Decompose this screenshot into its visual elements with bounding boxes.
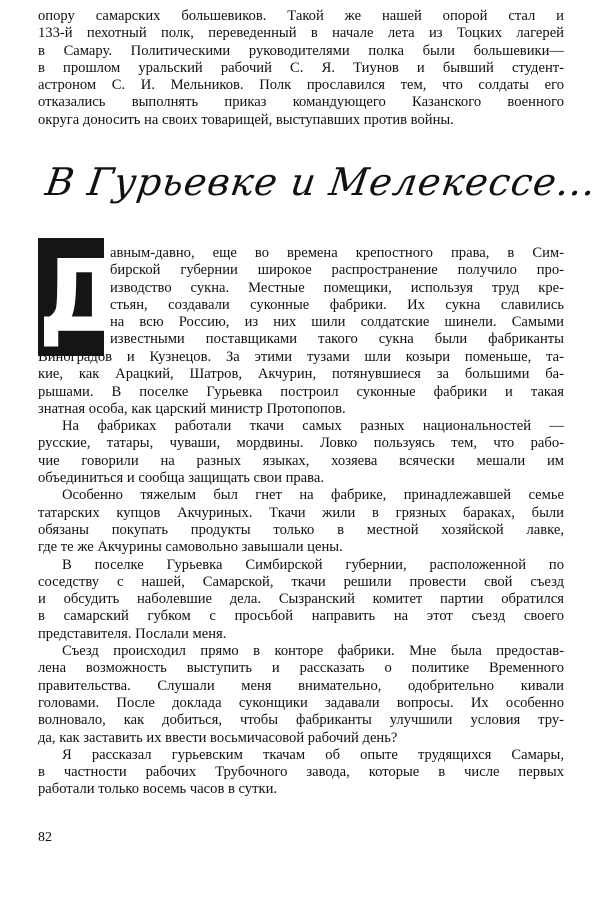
text-line: авным-давно, еще во времена крепостного права, в Сим- [110,245,564,261]
text-line: Съезд происходил прямо в конторе фабрики. Мне была предостав- [62,643,564,660]
top-paragraph [38,8,564,129]
text-line: и обсудить наболевшие дела. Сызранский комитет партии обратился [38,591,564,608]
body-text [38,349,564,799]
drop-cap-lines [110,245,564,349]
text-line: где те же Акчурины самовольно завышали цены. [38,539,343,556]
text-line: кие, как Арацкий, Шатров, Акчурин, потянувшиеся за большими ба- [38,366,564,383]
text-line: правительства. Слушали меня внимательно, одобрительно кивали [38,677,564,694]
text-line: в прошлом уральский рабочий С. Я. Тиунов и бывший студент- [38,59,564,76]
text-line: На фабриках работали ткачи самых разных национальностей — [62,418,564,435]
text-line: в Самару. Политическими руководителями полка были большевики— [38,42,564,59]
text-line: представителя. Послали меня. [38,625,227,642]
text-line: бирской губернии широкое распространение получило про- [110,262,564,279]
drop-cap: Д [38,238,128,355]
text-line: опору самарских большевиков. Такой же нашей опорой стал и [38,8,564,24]
text-line: изводство сукна. Местные помещики, используя труд кре- [110,279,564,296]
text-line: В поселке Гурьевка Симбирской губернии, расположенной по [62,556,564,573]
text-line: в самарский губком с просьбой направить на этот съезд своего [38,608,564,625]
text-line: Особенно тяжелым был гнет на фабрике, принадлежавшей семье [62,487,564,504]
text-line: на всю Россию, из них шили солдатские шинели. Самыми [110,314,564,331]
text-line: русские, татары, чуваши, мордвины. Ловко пользуясь тем, что рабо- [38,435,564,452]
text-line: округа доносить на своих товарищей, выступавших против войны. [38,111,454,128]
chapter-heading: В Гурьевке и Мелекессе... [42,160,600,204]
text-line: знатная особа, как царский министр Протопопов. [38,400,346,417]
text-line: чие говорили на разных языках, хозяева всячески мешали им [38,452,564,469]
text-line: рышами. В поселке Гурьевка построил суконные фабрики и такая [38,383,564,400]
text-line: отказались выполнять приказ командующего Казанского военного [38,94,564,111]
text-line: да, как заставить их ввести восьмичасовой рабочий день? [38,729,398,746]
text-line: астроном С. И. Мельников. Полк прославился тем, что солдаты его [38,77,564,94]
text-line: обязаны покупать продукты только в местной хозяйской лавке, [38,521,564,538]
text-line: 133-й пехотный полк, переведенный в начале лета из Тоцких лагерей [38,25,564,42]
page-number: 82 [38,830,52,845]
text-line: головами. После доклада суконщики задавали вопросы. Их особенно [38,694,564,711]
text-line: татарских купцов Акчуриных. Ткачи жили в грязных бараках, были [38,504,564,521]
text-line: волновало, как добиться, чтобы фабриканты улучшили условия тру- [38,712,564,729]
text-line: Я рассказал гурьевским ткачам об опыте трудящихся Самары, [62,746,564,763]
text-line: известными поставщиками такого сукна были фабриканты [110,331,564,348]
text-line: объединиться и сообща защищать свои права. [38,470,324,487]
text-line: работали только восемь часов в сутки. [38,781,278,798]
text-line: соседству с нашей, Самарской, ткачи решили провести свой съезд [38,573,564,590]
text-line: стьян, создавали суконные фабрики. Их сукна славились [110,296,564,313]
text-line: в частности рабочих Трубочного завода, которые в числе первых [38,764,564,781]
text-line: лена возможность выступить и рассказать о политике Временного [38,660,564,677]
text-line: Виноградов и Кузнецов. За этими тузами шли козыри поменьше, та- [38,349,564,365]
